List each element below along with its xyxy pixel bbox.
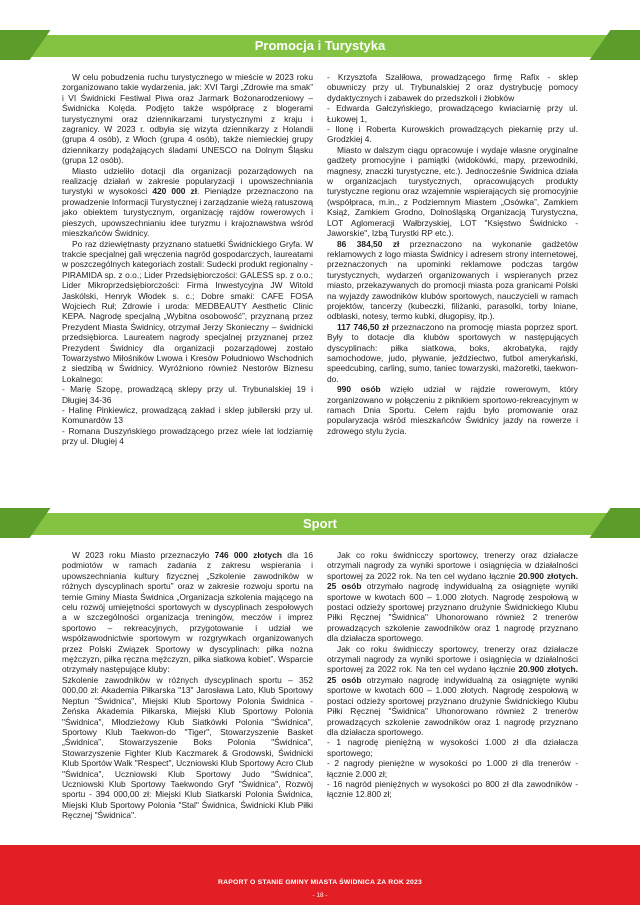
list-item: - Edwarda Gałczyńskiego, prowadzącego kwiaciarnię przy ul. Łukowej 1, (327, 103, 578, 124)
paragraph: W 2023 roku Miasto przeznaczyło 746 000 złotych dla 16 podmiotów w ramach zadania z zakresu wspierania i upowszechniania kultury fizycznej „Szkolenie zawodników w różnych dyscyplinach sportu” oraz w zakresie rozwoju sportu na ternie Gminy Miasta Świdnica „Organizacja szkolenia mającego na celu rozwój umiejętności sportowych w dyscyplinach zespołowych a w szczególności organizacja treningów, meczów i imprez sportowo – rekreacyjnych, przygotowanie i udział we współzawodnictwie sportowym w rozgrywkach organizowanych przez Polski Związek Sportowy w dyscyplinach: piłka nożna mężczyzn, piłka ręczna mężczyzn, piłka siatkowa kobiet”. Wsparcie otrzymały następujące kluby: (62, 550, 313, 675)
report-title: RAPORT O STANIE GMINY MIASTA ŚWIDNICA ZA ROK 2023 (218, 879, 422, 886)
list-item: - 2 nagrody pieniężne w wysokości po 1.000 zł dla trenerów - łącznie 2.000 zł; (327, 758, 578, 779)
paragraph: Miasto w dalszym ciągu opracowuje i wydaje własne oryginalne gadżety promocyjne i pamiątki (widokówki, mapy, przewodniki, magnesy, znaczki turystyczne, etc.). Jednocześnie Świdnica działa w organizacjach turystycznych, opracowujących produkty turystyczne regionu oraz wzajemnie wspierających się promocyjnie (współpraca, m.in., z Podziemnym Miastem „Osówka”, Zamkiem Książ, Zamkiem Grodno, Dolnośląską Organizacją Turystyczna, LOT Aglomeracji Wałbrzyskiej, LOT "Księstwo Świdnicko - Jaworskie", Izbą Turystki RP etc.). (327, 144, 578, 239)
sport-column-left (62, 550, 313, 821)
list-item: - Ilonę i Roberta Kurowskich prowadzących piekarnię przy ul. Grodzkiej 4. (327, 124, 578, 145)
paragraph: 990 osób wzięło udział w rajdzie rowerowym, który zorganizowano w połączeniu z piknikiem sportowo-rekreacyjnym w ramach Dnia Sportu. Celem rajdu było promowanie oraz popularyzacja wśród mieszkańców Świdnicy jazdy na rowerze i zdrowego stylu życia. (327, 384, 578, 436)
list-item: - 16 nagród pieniężnych w wysokości po 800 zł dla zawodników - łącznie 12.800 zł; (327, 778, 578, 800)
paragraph: 86 384,50 zł przeznaczono na wykonanie gadżetów reklamowych z logo miasta Świdnicy i adresem strony internetowej, przeznaczonych na upominki reklamowe podczas targów turystycznych, wydarzeń organizowanych i wspieranych przez miasto, przekazywanych do promocji miasta poza granicami Polski na wyjazdy zawodników klubów sportowych, nauczycieli w ramach projektów, tancerzy (kubeczki, filiżanki, parasolki, torby lniane, odblaski, notesy, termo kubki, długopisy, itp.). (327, 238, 578, 322)
section-title: Promocja i Turystyka (254, 38, 386, 53)
sport-column-right (327, 550, 578, 800)
list-item: - Halinę Pinkiewicz, prowadzącą zakład i sklep jubilerski przy ul. Komunardów 13 (62, 405, 313, 426)
section-header-sport (0, 508, 640, 538)
paragraph: Jak co roku świdnicczy sportowcy, trenerzy oraz działacze otrzymali nagrody za wyniki sportowe i osiągnięcia w działalności sportowej za 2022 rok. Na ten cel wydano łącznie 20.900 złotych. 25 osób otrzymało nagrodę indywidualną za osiągnięte wyniki sportowe w kwotach 600 – 1.000 złotych. Nagrodę zespołową w postaci odzieży sportowej przyznano drużynie Świdnickiego Klubu Piłki Ręcznej "Świdnica" Uhonorowano również 2 trenerów prowadzących szkolenie zawodników oraz 1 nagrodę przyznano dla działacza sportowego. (327, 643, 579, 737)
promocja-column-left (62, 72, 313, 447)
section-header-promocja (0, 30, 640, 60)
section-title: Sport (303, 516, 337, 531)
paragraph: Po raz dziewiętnasty przyznano statuetki Świdnickiego Gryfa. W trakcie specjalnej gali wręczenia nagród gospodarczych, laureatami w poszczególnych kategoriach zostali: Sudecki produkt regionalny - PIRAMIDA sp. z o.o.; Lider Przedsiębiorczości: GALESS sp. z o.o.; Lider Mikroprzedsiębiorczości: Firma Inwestycyjna JW Witold Jaskólski, Henryk Włodek s. c.; Dobre smaki: CAFE FOSA Wojciech Ruł; Zdrowie i uroda: MEDBEAUTY Aesthetic Clinic KEPA. Nagrodę specjalną „Wybitna osobowość”, przyznaną przez Prezydent Miasta Świdnicy, otrzymał Jerzy Skonieczny – świdnicki przedsiębiorca. Laureatem nagrody specjalnej przyznanej przez Prezydent Świdnicy dla organizacji pozarządowej zostało Towarzystwo Miłośników Lwowa i Kresów Południowo Wschodnich z siedzibą w Świdnicy. Wyróżniono również Nestorów Biznesu Lokalnego: (62, 238, 313, 384)
paragraph: Jak co roku świdnicczy sportowcy, trenerzy oraz działacze otrzymali nagrody za wyniki sportowe i osiągnięcia w działalności sportowej za 2022 rok. Na ten cel wydano łącznie 20.900 złotych. 25 osób otrzymało nagrodę indywidualną za osiągnięte wyniki sportowe w kwotach 600 – 1.000 złotych. Nagrodę zespołową w postaci odzieży sportowej przyznano drużynie Świdnickiego Klubu Piłki Ręcznej "Świdnica" Uhonorowano również 2 trenerów prowadzących szkolenie zawodników oraz 1 nagrodę przyznano dla działacza sportowego. (327, 550, 579, 644)
paragraph: 117 746,50 zł przeznaczono na promocję miasta poprzez sport. Były to dotacje dla klubów sportowych w następujących dyscyplinach: piłka siatkowa, boks, akrobatyka, rajdy samochodowe, judo, pływanie, jeździectwo, futbol amerykański, speedcubing, carling, sumo, taniec towarzyski, mażoretki, taekwon-do. (327, 321, 578, 384)
list-item: - 1 nagrodę pieniężną w wysokości 1.000 zł dla działacza sportowego; (327, 737, 578, 758)
page-number: - 18 - (312, 892, 328, 899)
promocja-column-right (327, 72, 578, 436)
list-item: - Krzysztofa Szaliłowa, prowadzącego firmę Rafix - sklep obuwniczy przy ul. Trybunalskiej 2 oraz dystrybucję pomocy dydaktycznych i zabawek do przedszkoli i żłobków (327, 72, 578, 103)
paragraph: Szkolenie zawodników w różnych dyscyplinach sportu – 352 000,00 zł: Akademia Piłkarska "13" Jarosława Lato, Klub Sportowy Neptun "Świdnica", Miejski Klub Sportowy Polonia Świdnica - Żeńska Akademia Piłkarska, Miejski Klub Sportowy Polonia "Świdnica", Młodzieżowy Klub Siatkówki Polonia "Świdnica", Sportowy Klub Taekwon-do "Tiger", Stowarzyszenie Basket „Świdnica”, Stowarzyszenie Boks Polonia "Świdnica", Stowarzyszenie Fighter Klub Kaczmarek & Grodowski, Świdnicki Klub Sportów Walk "Respect", Uczniowski Klub Sportowy Acro Club "Świdnica", Uczniowski Klub Sportowy Judo "Świdnica", Uczniowski Klub Sportowy Taekwondo Gryf "Świdnica", Rozwój sportu - 394 000,00 zł: Miejski Klub Siatkarski Polonia Świdnica, Miejski Klub Sportowy Polonia "Stal" Świdnica, Świdnicki Klub Piłki Ręcznej "Świdnica". (62, 674, 313, 821)
paragraph: Miasto udzieliło dotacji dla organizacji pozarządowych na realizację działań w zakresie popularyzacji i upowszechniania turystyki w wysokości 420 000 zł. Pieniądze przeznaczono na prowadzenie Informacji Turystycznej i zarządzanie wieżą ratuszową jako obiektem turystycznym, organizację rajdów rowerowych i pieszych, upowszechnianiu idee turyzmu i krajoznawstwa wśród mieszkańców Świdnicy. (62, 165, 313, 239)
paragraph: W celu pobudzenia ruchu turystycznego w mieście w 2023 roku zorganizowano takie wydarzenia, jak: XVI Targi „Zdrowie ma smak” i VI Świdnicki Festiwal Piwa oraz Jarmark Bożonarodzeniowy – Świdnicka Kolęda. Podjęto także współpracę z blogerami turystycznymi oraz dziennikarzami turystycznymi z kraju i zagranicy. W 2023 r. odbyła się wizyta dziennikarzy z Holandii (grupa 4 osób), z Włoch (grupa 4 osób), także niemieckiej grupy dziennikarzy podążających śladami UNESCO na Dolnym Śląsku (grupa 12 osób). (62, 72, 313, 166)
list-item: - Romana Duszyńskiego prowadzącego przez wiele lat lodziarnię przy ul. Długiej 4 (62, 425, 313, 447)
page-footer (0, 845, 640, 905)
list-item: - Marię Szopę, prowadzącą sklepy przy ul. Trybunalskiej 19 i Długiej 34-36 (62, 384, 313, 405)
